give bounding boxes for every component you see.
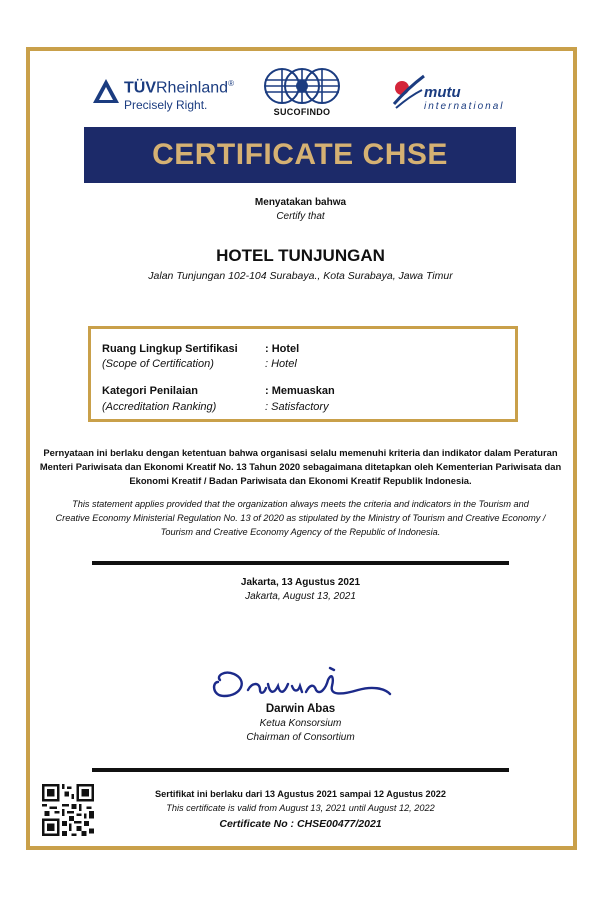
signatory-name: Darwin Abas [265, 703, 336, 715]
tuv-wordmark: TÜVRheinland® [124, 79, 234, 97]
tuv-tagline: Precisely Right. [124, 98, 208, 112]
hotel-address: Jalan Tunjungan 102-104 Surabaya., Kota Surabaya, Jawa Timur [148, 270, 453, 282]
ranking-value-id: : Memuaskan [265, 385, 335, 397]
validity-id: Sertifikat ini berlaku dari 13 Agustus 2021 sampai 12 Agustus 2022 [155, 789, 446, 799]
statement-en-line: This statement applies provided that the organization always meets the criteria and indicators in the Tourism and [72, 499, 529, 509]
certificate-number: Certificate No : CHSE00477/2021 [219, 818, 382, 830]
statement-en-line: Creative Economy Ministerial Regulation No. 13 of 2020 as stipulated by the Ministry of Tourism and Creative Economy / [55, 513, 546, 523]
issue-date-en: Jakarta, August 13, 2021 [245, 591, 356, 602]
statement-en-line: Tourism and Creative Economy Agency of the Republic of Indonesia. [160, 527, 441, 537]
statement-id-line: Pernyataan ini berlaku dengan ketentuan bahwa organisasi selalu memenuhi kriteria dan indikator dalam Peraturan [43, 447, 558, 458]
intro-id: Menyatakan bahwa [254, 197, 347, 208]
signatory-role-id: Ketua Konsorsium [259, 718, 342, 729]
tuv-rheinland-logo [92, 73, 242, 113]
ranking-label-en: (Accreditation Ranking) [102, 401, 217, 413]
validity-en: This certificate is valid from August 13, 2021 until August 12, 2022 [166, 803, 435, 813]
mutu-subtitle: international [424, 101, 505, 112]
scope-value-en: : Hotel [265, 358, 297, 370]
scope-box [88, 326, 518, 422]
signature-image [208, 660, 398, 706]
tuv-triangle-icon [92, 78, 120, 104]
ranking-label-id: Kategori Penilaian [102, 385, 198, 397]
globe-icon [262, 66, 342, 106]
statement-id-line: Menteri Pariwisata dan Ekonomi Kreatif No. 13 Tahun 2020 sebagaimana ditetapkan oleh Kementerian Pariwisata dan [39, 461, 562, 472]
scope-label-en: (Scope of Certification) [102, 358, 214, 370]
mutu-wordmark: mutu [424, 84, 461, 101]
divider-bottom [92, 768, 509, 772]
hotel-name: HOTEL TUNJUNGAN [216, 246, 385, 265]
statement-id [38, 446, 563, 488]
statement-id-line: Ekonomi Kreatif / Badan Pariwisata dan Ekonomi Kreatif Republik Indonesia. [129, 475, 472, 486]
sucofindo-logo [262, 66, 342, 120]
certificate-title: CERTIFICATE CHSE [84, 127, 516, 183]
issue-date-id: Jakarta, 13 Agustus 2021 [240, 577, 361, 588]
ranking-value-en: : Satisfactory [265, 401, 329, 413]
scope-value-id: : Hotel [265, 343, 300, 355]
scope-label-id: Ruang Lingkup Sertifikasi [102, 343, 238, 355]
intro-en: Certify that [276, 211, 325, 222]
mutu-swoosh-icon [392, 74, 426, 110]
statement-en [38, 497, 563, 539]
mutu-international-logo [392, 70, 522, 114]
sucofindo-wordmark: SUCOFINDO [273, 107, 331, 117]
signatory-role-en: Chairman of Consortium [246, 732, 355, 743]
divider-top [92, 561, 509, 565]
